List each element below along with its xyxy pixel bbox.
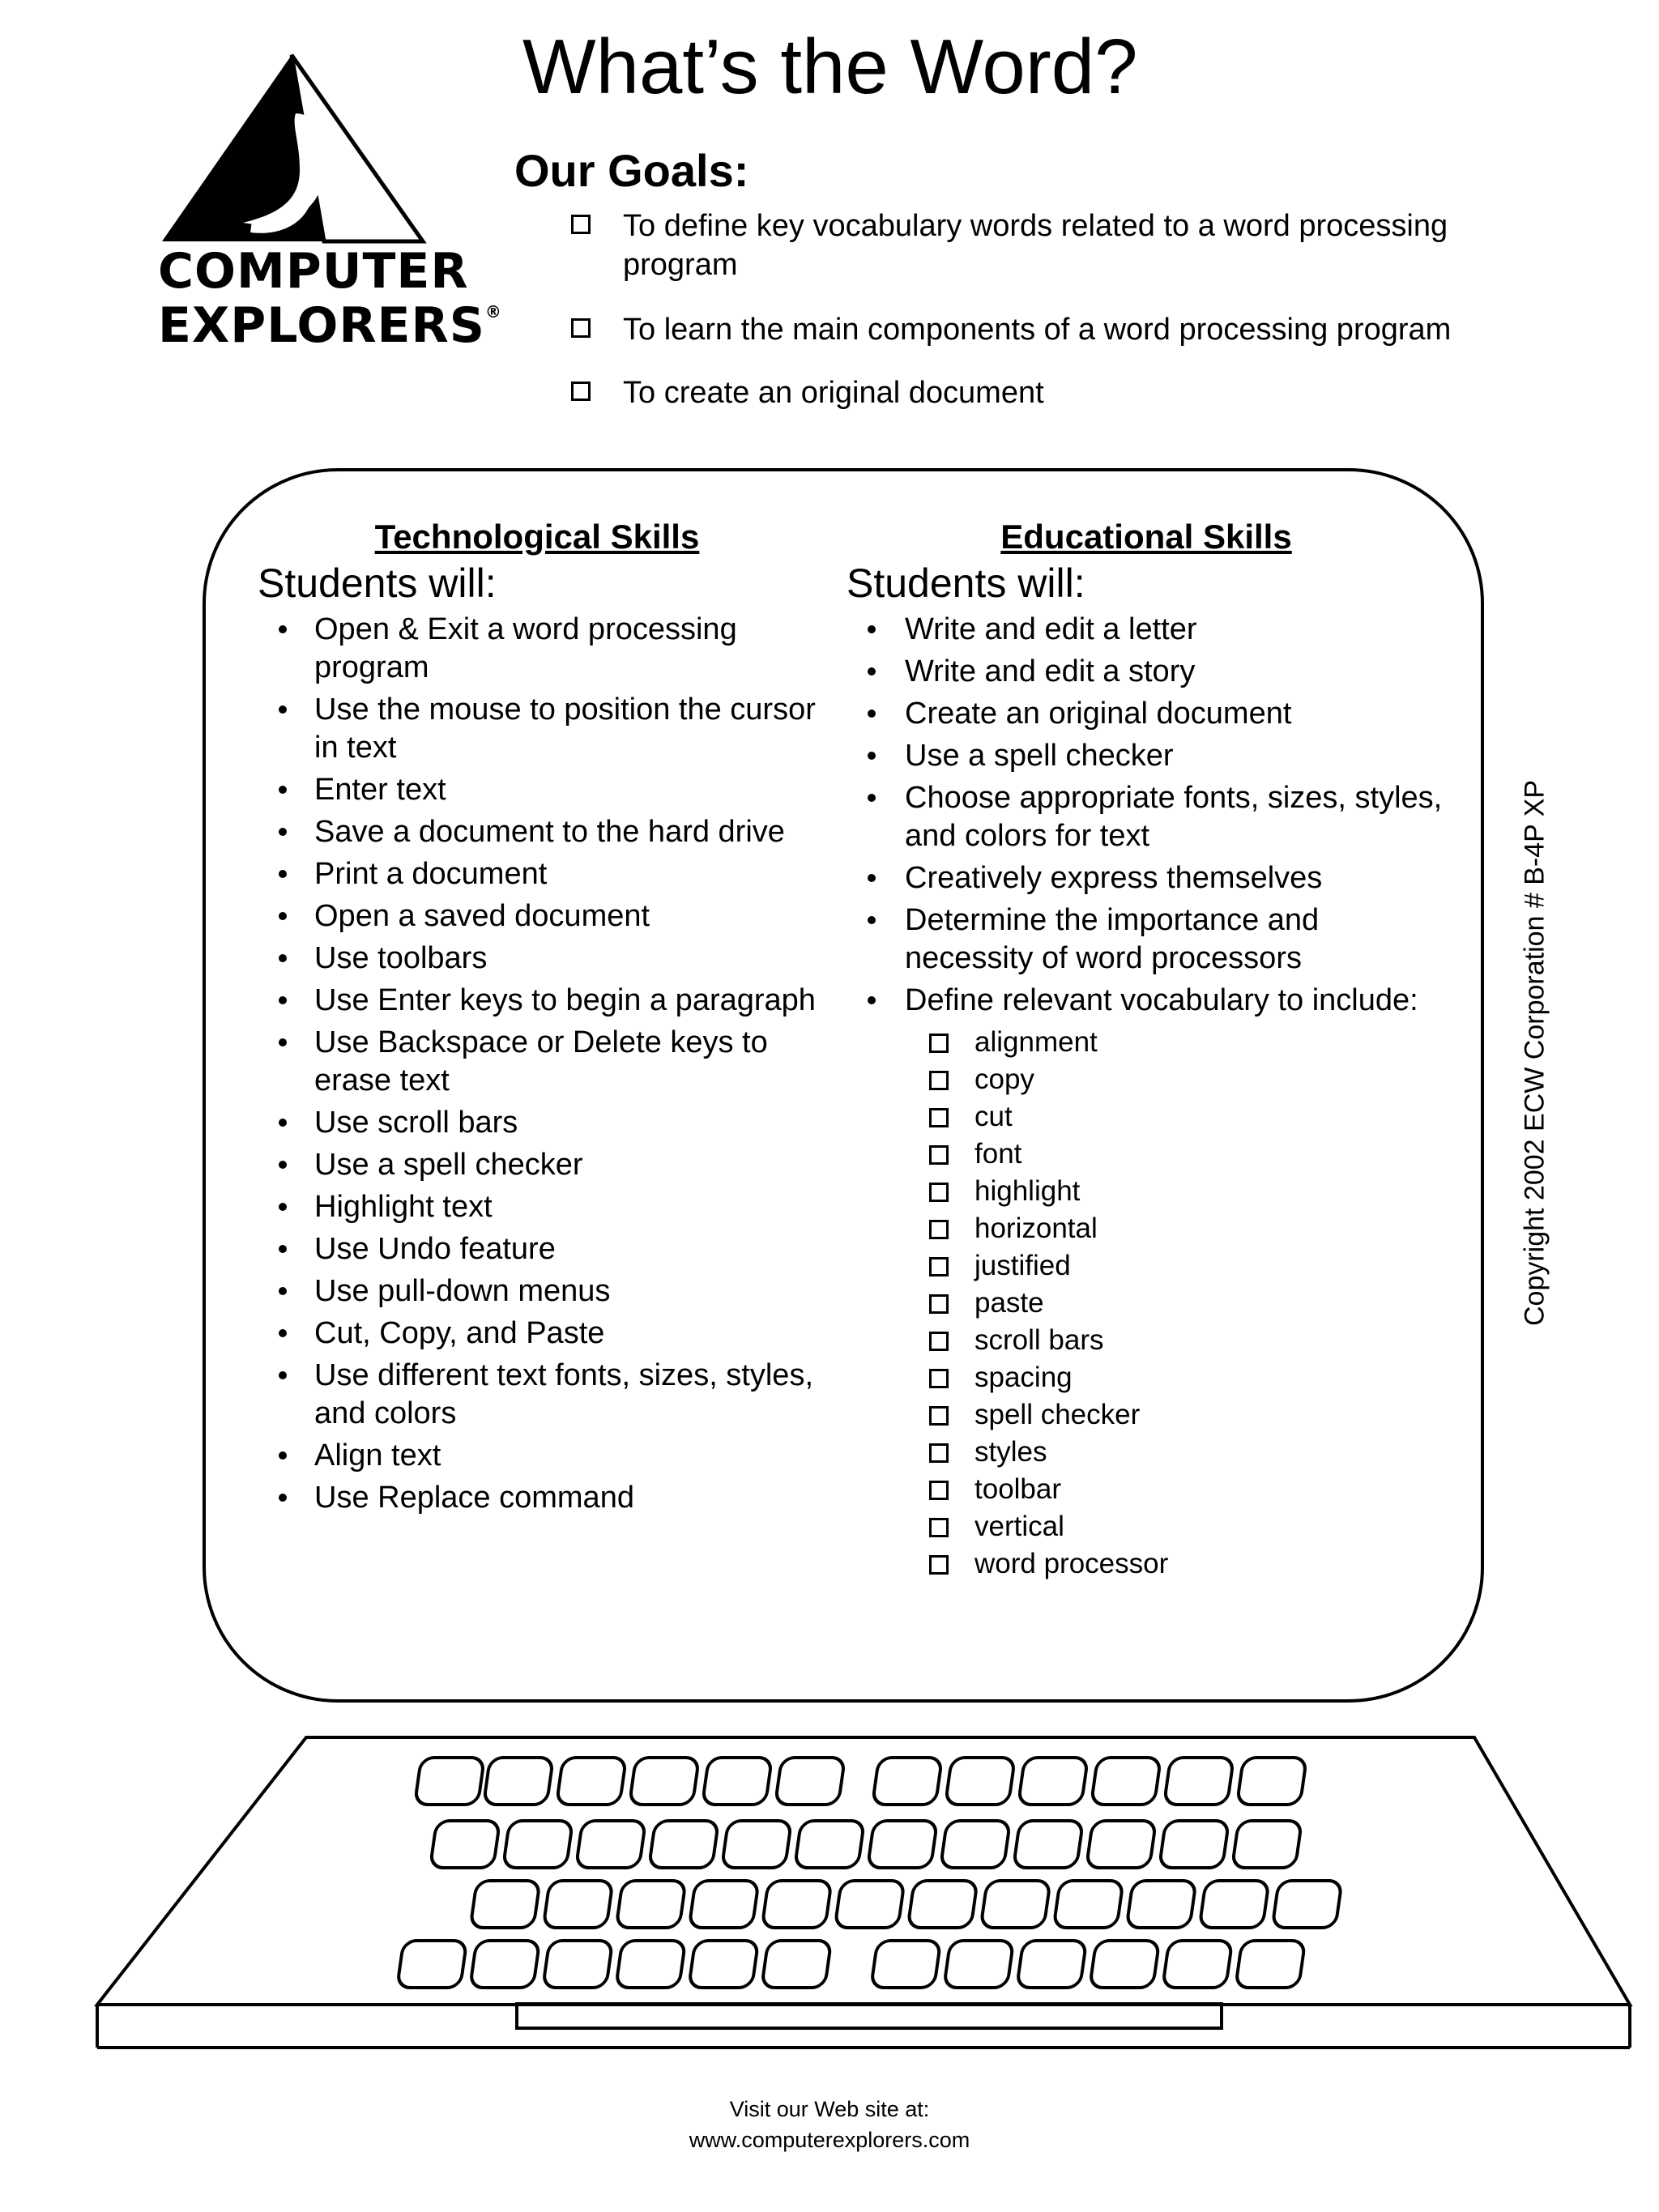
registered-mark: ® <box>484 302 502 322</box>
vocabulary-item <box>847 1024 1446 1061</box>
technological-skill-item: Use toolbars <box>258 940 817 978</box>
vocabulary-item <box>847 1247 1446 1285</box>
vocabulary-word: word processor <box>975 1548 1169 1580</box>
checkbox-icon <box>929 1145 949 1165</box>
vocabulary-item <box>847 1285 1446 1322</box>
vocabulary-item <box>847 1098 1446 1136</box>
keyboard-key <box>543 1941 612 1988</box>
educational-skill-item: Write and edit a story <box>847 653 1446 691</box>
vocabulary-item <box>847 1434 1446 1471</box>
educational-skills-column <box>847 517 1446 1583</box>
keyboard-key <box>944 1941 1013 1988</box>
vocabulary-word: copy <box>975 1063 1034 1096</box>
keyboard-key <box>1127 1881 1196 1928</box>
keyboard-key <box>649 1821 719 1868</box>
vocabulary-word: alignment <box>975 1026 1098 1059</box>
keyboard-key <box>430 1821 500 1868</box>
technological-skills-list <box>258 611 817 1517</box>
logo-text-line2: EXPLORERS® <box>158 297 502 354</box>
technological-skill-item: Use scroll bars <box>258 1104 817 1142</box>
keyboard-key <box>1200 1881 1269 1928</box>
footer <box>0 2094 1659 2155</box>
keyboard-key <box>1162 1941 1232 1988</box>
vocabulary-word: scroll bars <box>975 1324 1104 1357</box>
vocabulary-word: spell checker <box>975 1399 1141 1431</box>
keyboard-key <box>689 1941 758 1988</box>
technological-skill-item: Use pull-down menus <box>258 1272 817 1311</box>
checkbox-icon <box>929 1555 949 1575</box>
checkbox-icon <box>929 1481 949 1500</box>
keyboard-key <box>1235 1941 1305 1988</box>
vocabulary-item <box>847 1061 1446 1098</box>
technological-skill-item: Use Enter keys to begin a paragraph <box>258 982 817 1020</box>
checkbox-icon <box>929 1108 949 1127</box>
vocabulary-word: vertical <box>975 1511 1064 1543</box>
vocabulary-item <box>847 1545 1446 1583</box>
keyboard-key <box>1018 1758 1088 1805</box>
technological-skill-item: Open a saved document <box>258 897 817 936</box>
keyboard-key <box>1232 1821 1302 1868</box>
technological-skill-item: Use a spell checker <box>258 1146 817 1184</box>
keyboard-key <box>484 1758 553 1805</box>
keyboard-key <box>1164 1758 1234 1805</box>
educational-skill-item: Define relevant vocabulary to include: <box>847 982 1446 1020</box>
keyboard-key <box>761 1941 831 1988</box>
technological-skill-item: Use Replace command <box>258 1479 817 1517</box>
vocabulary-word: horizontal <box>975 1213 1098 1245</box>
checkbox-icon <box>929 1071 949 1090</box>
educational-skill-item: Use a spell checker <box>847 737 1446 775</box>
keyboard-key <box>1090 1941 1159 1988</box>
goal-item: To learn the main components of a word processing program <box>571 310 1567 349</box>
keyboard-key <box>908 1881 978 1928</box>
checkbox-icon <box>929 1220 949 1239</box>
checkbox-icon <box>929 1518 949 1537</box>
technological-skill-item: Enter text <box>258 771 817 809</box>
checkbox-icon <box>929 1406 949 1426</box>
vocabulary-item <box>847 1210 1446 1247</box>
technological-skill-item: Align text <box>258 1437 817 1475</box>
footer-visit-text: Visit our Web site at: <box>729 2097 930 2121</box>
checkbox-icon <box>929 1034 949 1053</box>
educational-skill-item: Determine the importance and necessity of word processors <box>847 901 1446 978</box>
educational-subheading: Students will: <box>847 560 1085 607</box>
technological-skill-item: Use Backspace or Delete keys to erase text <box>258 1024 817 1100</box>
keyboard-key <box>945 1758 1015 1805</box>
keyboard-key <box>775 1758 845 1805</box>
educational-skill-item: Create an original document <box>847 695 1446 733</box>
keyboard-keys <box>397 1758 1342 1988</box>
logo-text-line1: COMPUTER <box>158 243 469 300</box>
technological-subheading: Students will: <box>258 560 497 607</box>
educational-skill-item: Write and edit a letter <box>847 611 1446 649</box>
vocabulary-item <box>847 1173 1446 1210</box>
keyboard-key <box>544 1881 613 1928</box>
technological-skill-item: Cut, Copy, and Paste <box>258 1315 817 1353</box>
vocabulary-item <box>847 1136 1446 1173</box>
footer-website-link: www.computerexplorers.com <box>689 2128 970 2152</box>
keyboard-key <box>1017 1941 1086 1988</box>
technological-skill-item: Use Undo feature <box>258 1230 817 1268</box>
vocabulary-word: paste <box>975 1287 1044 1319</box>
vocabulary-word: justified <box>975 1250 1071 1282</box>
keyboard-key <box>415 1758 484 1805</box>
keyboard-key <box>871 1941 940 1988</box>
technological-skills-heading: Technological Skills <box>374 518 700 556</box>
technological-skill-item: Highlight text <box>258 1188 817 1226</box>
goal-item: To create an original document <box>571 373 1567 412</box>
technological-skill-item: Use the mouse to position the cursor in text <box>258 691 817 767</box>
checkbox-icon <box>929 1183 949 1202</box>
keyboard-key <box>835 1881 905 1928</box>
spacebar <box>517 2004 1222 2028</box>
keyboard-key <box>702 1758 772 1805</box>
keyboard-key <box>1237 1758 1307 1805</box>
keyboard-illustration <box>97 1737 1630 2048</box>
keyboard-key <box>503 1821 573 1868</box>
goals-heading: Our Goals: <box>514 145 749 196</box>
checkbox-icon <box>929 1332 949 1351</box>
vocabulary-word: cut <box>975 1101 1013 1133</box>
technological-skill-item: Open & Exit a word processing program <box>258 611 817 687</box>
vocabulary-item <box>847 1359 1446 1396</box>
keyboard-key <box>616 1941 685 1988</box>
keyboard-key <box>795 1821 864 1868</box>
checkbox-icon <box>929 1257 949 1276</box>
vocabulary-item <box>847 1508 1446 1545</box>
educational-skills-list <box>847 611 1446 1020</box>
keyboard-key <box>616 1881 686 1928</box>
keyboard-key <box>1159 1821 1229 1868</box>
vocabulary-item <box>847 1471 1446 1508</box>
keyboard-key <box>689 1881 759 1928</box>
keyboard-key <box>872 1758 942 1805</box>
keyboard-key <box>1086 1821 1156 1868</box>
copyright-notice: Copyright 2002 ECW Corporation # B-4P XP <box>1519 779 1550 1327</box>
checkbox-icon <box>929 1369 949 1388</box>
checkbox-icon <box>929 1294 949 1314</box>
keyboard-key <box>470 1941 539 1988</box>
keyboard-key <box>722 1821 791 1868</box>
keyboard-key <box>981 1881 1051 1928</box>
educational-skill-item: Choose appropriate fonts, sizes, styles, and colors for text <box>847 779 1446 855</box>
keyboard-key <box>1091 1758 1161 1805</box>
vocabulary-list <box>847 1024 1446 1583</box>
vocabulary-word: toolbar <box>975 1473 1062 1506</box>
technological-skill-item: Save a document to the hard drive <box>258 813 817 851</box>
keyboard-key <box>397 1941 467 1988</box>
keyboard-key <box>868 1821 937 1868</box>
keyboard-key <box>557 1758 626 1805</box>
educational-skill-item: Creatively express themselves <box>847 859 1446 897</box>
keyboard-key <box>576 1821 646 1868</box>
page-title: What’s the Word? <box>522 23 1138 110</box>
technological-skill-item: Print a document <box>258 855 817 893</box>
technological-skill-item: Use different text fonts, sizes, styles, and colors <box>258 1357 817 1433</box>
keyboard-key <box>1013 1821 1083 1868</box>
keyboard-key <box>1273 1881 1342 1928</box>
keyboard-key <box>762 1881 832 1928</box>
vocabulary-word: styles <box>975 1436 1047 1468</box>
vocabulary-item <box>847 1396 1446 1434</box>
vocabulary-word: highlight <box>975 1175 1081 1208</box>
vocabulary-word: font <box>975 1138 1022 1170</box>
goal-item: To define key vocabulary words related to a word processing program <box>571 207 1567 284</box>
keyboard-key <box>629 1758 699 1805</box>
vocabulary-item <box>847 1322 1446 1359</box>
checkbox-icon <box>929 1443 949 1463</box>
vocabulary-word: spacing <box>975 1362 1073 1394</box>
keyboard-key <box>1054 1881 1124 1928</box>
keyboard-key <box>940 1821 1010 1868</box>
educational-skills-heading: Educational Skills <box>1000 518 1292 556</box>
keyboard-key <box>471 1881 540 1928</box>
technological-skills-column <box>258 517 817 1521</box>
